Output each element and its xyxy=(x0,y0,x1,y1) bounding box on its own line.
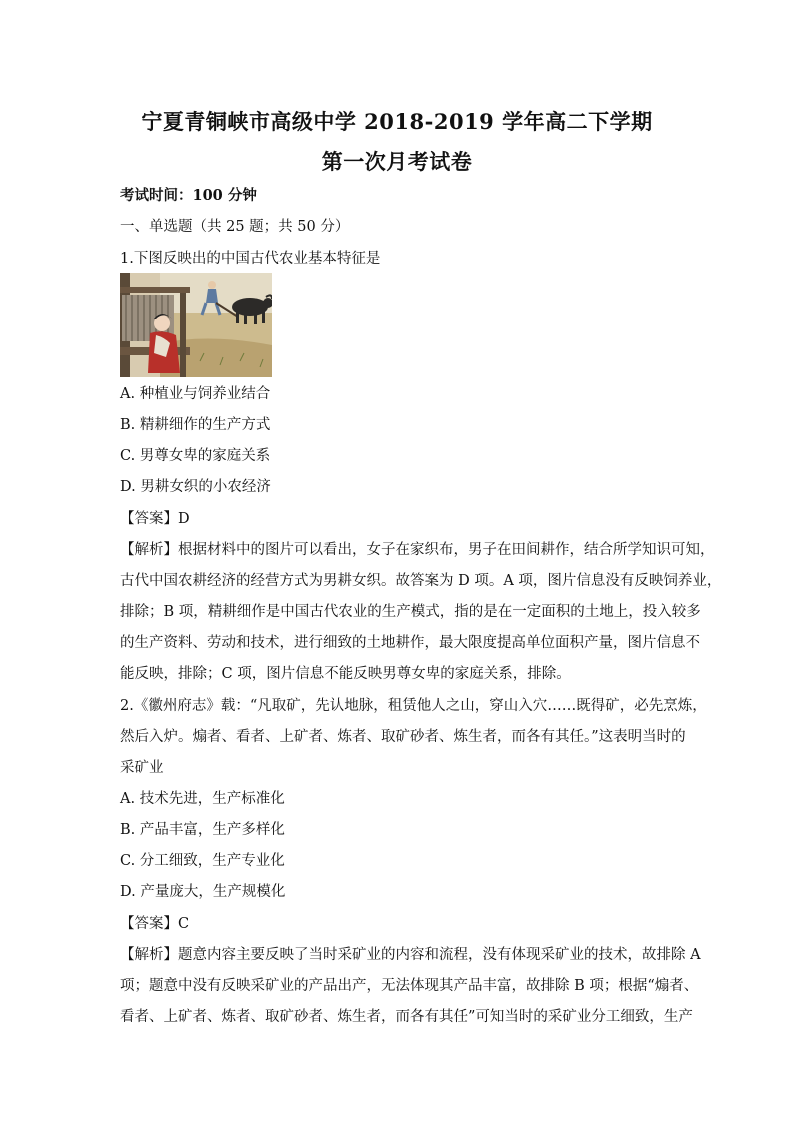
q1-option-b: B. 精耕细作的生产方式 xyxy=(120,417,271,433)
q2-option-a: A. 技术先进，生产标准化 xyxy=(120,791,285,807)
q2-analysis-line: 项；题意中没有反映采矿业的产品出产，无法体现其产品丰富，故排除 B 项；根据“煽者、 xyxy=(120,978,699,994)
section-heading: 一、单选题（共 25 题；共 50 分） xyxy=(120,219,350,235)
q1-analysis-line: 排除；B 项，精耕细作是中国古代农业的生产模式，指的是在一定面积的土地上，投入较多 xyxy=(120,604,701,620)
page-title-line1: 宁夏青铜峡市高级中学 2018-2019 学年高二下学期 xyxy=(141,109,653,134)
question-1-stem: 1.下图反映出的中国古代农业基本特征是 xyxy=(120,251,381,267)
question-2-stem-line: 采矿业 xyxy=(120,760,164,776)
q1-analysis-line: 【解析】根据材料中的图片可以看出，女子在家织布，男子在田间耕作，结合所学知识可知， xyxy=(120,542,715,558)
page-title-line2: 第一次月考试卷 xyxy=(321,149,473,174)
question-2-stem-line: 然后入炉。煽者、看者、上矿者、炼者、取矿砂者、炼生者，而各有其任。”这表明当时的 xyxy=(120,729,686,745)
q1-option-c: C. 男尊女卑的家庭关系 xyxy=(120,448,271,464)
q2-option-b: B. 产品丰富，生产多样化 xyxy=(120,822,285,838)
q1-analysis-line: 能反映，排除；C 项，图片信息不能反映男尊女卑的家庭关系，排除。 xyxy=(120,666,571,682)
q2-option-c: C. 分工细致，生产专业化 xyxy=(120,853,285,869)
q2-analysis-line: 看者、上矿者、炼者、取矿砂者、炼生者，而各有其任”可知当时的采矿业分工细致，生产 xyxy=(120,1009,693,1025)
q2-option-d: D. 产量庞大，生产规模化 xyxy=(120,884,286,900)
q1-answer: 【答案】D xyxy=(120,511,190,527)
q1-option-a: A. 种植业与饲养业结合 xyxy=(120,386,271,402)
illustration-image xyxy=(120,273,272,377)
question-2-stem-line: 2.《徽州府志》载：“凡取矿，先认地脉，租赁他人之山，穿山入穴……既得矿，必先烹炼， xyxy=(120,698,707,714)
q1-option-d: D. 男耕女织的小农经济 xyxy=(120,479,271,495)
weaving-farming-illustration xyxy=(120,273,272,377)
q1-analysis-line: 的生产资料、劳动和技术，进行细致的土地耕作，最大限度提高单位面积产量，图片信息不 xyxy=(120,635,700,651)
q2-answer: 【答案】C xyxy=(120,916,190,932)
q2-analysis-line: 【解析】题意内容主要反映了当时采矿业的内容和流程，没有体现采矿业的技术，故排除 A xyxy=(120,947,701,963)
exam-time: 考试时间：100 分钟 xyxy=(120,187,257,204)
q1-analysis-line: 古代中国农耕经济的经营方式为男耕女织。故答案为 D 项。A 项，图片信息没有反映饲养业， xyxy=(120,573,722,589)
